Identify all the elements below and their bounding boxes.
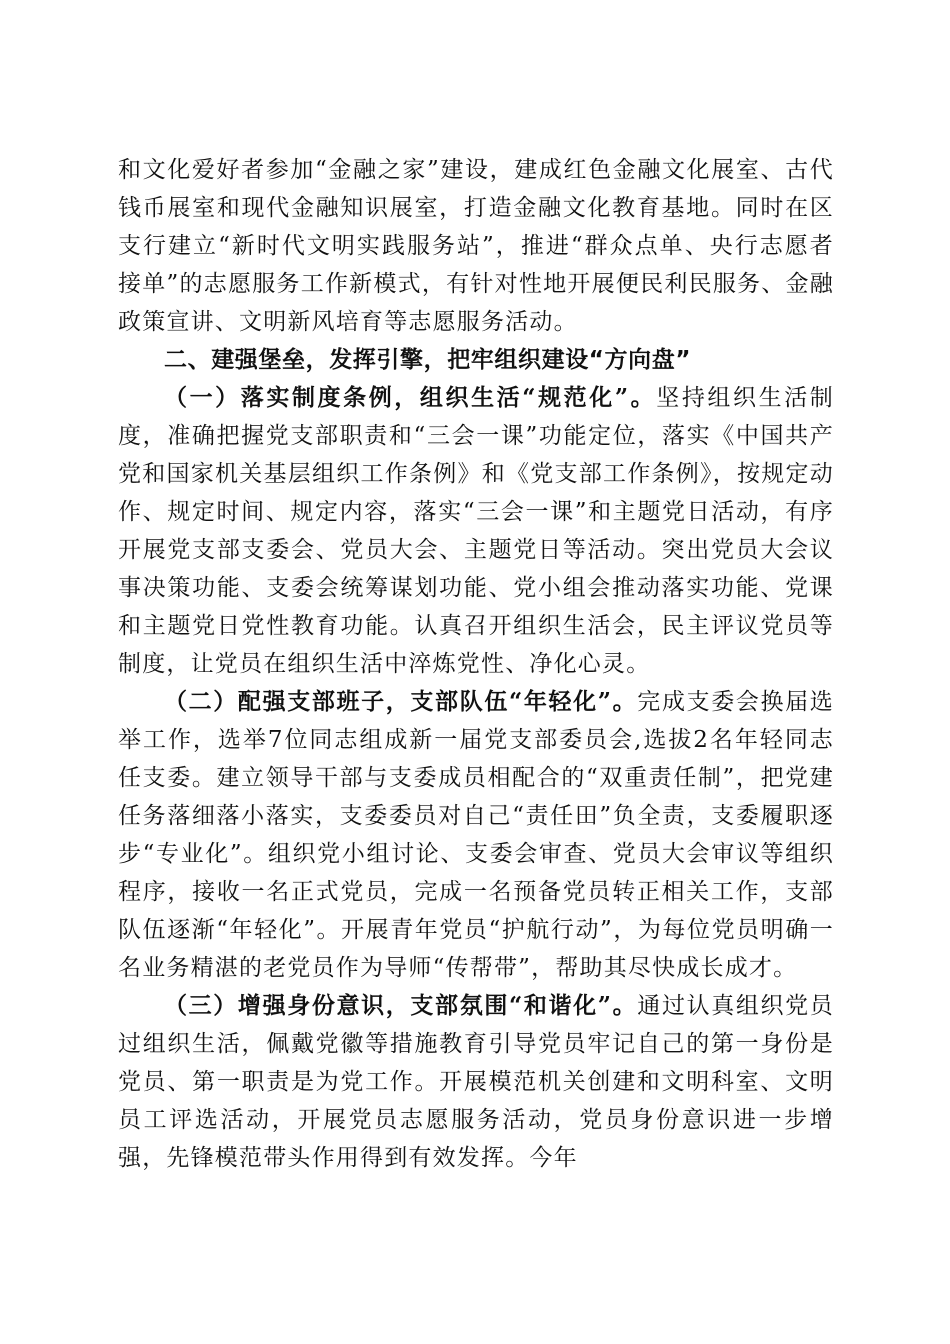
paragraph-lead: （三）增强身份意识，支部氛围“和谐化”。 — [164, 992, 638, 1019]
paragraph-item-3 — [118, 987, 834, 1177]
paragraph-continued — [118, 151, 834, 341]
paragraph-text: 坚持组织生活制度，准确把握党支部职责和“三会一课”功能定位，落实《中国共产党和国家机关基层组织工作条例》和《党支部工作条例》，按规定动作、规定时间、规定内容，落实“三会一课”和主题党日活动，有序开展党支部支委会、党员大会、主题党日等活动。突出党员大会议事决策功能、支委会统筹谋划功能、党小组会推动落实功能、党课和主题党日党性教育功能。认真召开组织生活会，民主评议党员等制度，让党员在组织生活中淬炼党性、净化心灵。 — [118, 385, 834, 677]
paragraph-item-2 — [118, 683, 834, 987]
paragraph-lead: （二）配强支部班子，支部队伍“年轻化”。 — [164, 688, 638, 715]
paragraph-text: 通过认真组织党员过组织生活，佩戴党徽等措施教育引导党员牢记自己的第一身份是党员、第一职责是为党工作。开展模范机关创建和文明科室、文明员工评选活动，开展党员志愿服务活动，党员身份意识进一步增强，先锋模范带头作用得到有效发挥。今年 — [118, 993, 834, 1171]
paragraph-item-1 — [118, 379, 834, 683]
paragraph-lead: （一）落实制度条例，组织生活“规范化”。 — [164, 384, 657, 411]
paragraph-text: 和文化爱好者参加“金融之家”建设，建成红色金融文化展室、古代钱币展室和现代金融知识展室，打造金融文化教育基地。同时在区支行建立“新时代文明实践服务站”，推进“群众点单、央行志愿者接单”的志愿服务工作新模式，有针对性地开展便民利民服务、金融政策宣讲、文明新风培育等志愿服务活动。 — [118, 157, 834, 335]
document-body — [118, 151, 834, 1177]
paragraph-text: 完成支委会换届选举工作，选举7位同志组成新一届党支部委员会,选拔2名年轻同志任支委。建立领导干部与支委成员相配合的“双重责任制”，把党建任务落细落小落实，支委委员对自己“责任田”负全责，支委履职逐步“专业化”。组织党小组讨论、支委会审查、党员大会审议等组织程序，接收一名正式党员，完成一名预备党员转正相关工作，支部队伍逐渐“年轻化”。开展青年党员“护航行动”，为每位党员明确一名业务精湛的老党员作为导师“传帮带”，帮助其尽快成长成才。 — [118, 689, 834, 981]
section-heading — [118, 341, 834, 379]
section-heading-text: 二、建强堡垒，发挥引擎，把牢组织建设“方向盘” — [164, 347, 692, 373]
